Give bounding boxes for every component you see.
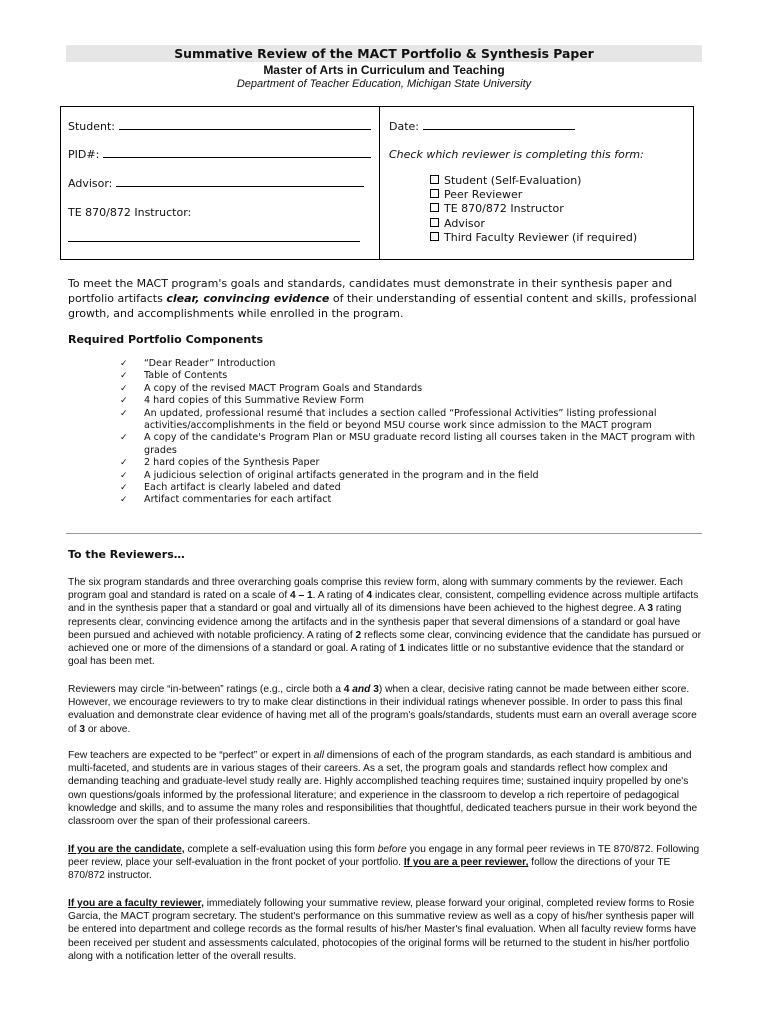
option-peer[interactable] bbox=[430, 188, 522, 201]
checkbox[interactable] bbox=[430, 218, 439, 227]
option-label: Advisor bbox=[444, 217, 485, 230]
option-instructor[interactable] bbox=[430, 202, 564, 215]
section-divider bbox=[66, 533, 702, 534]
list-item: ✓ 2 hard copies of the Synthesis Paper bbox=[120, 457, 320, 469]
intro-paragraph: To meet the MACT program's goals and standards, candidates must demonstrate in their synthesis paper and portfolio artifacts clear, convincing evidence of their understanding of essential content and skills, professional growth, and accomplishments while enrolled in the program. bbox=[68, 277, 697, 320]
instructor-field bbox=[68, 206, 191, 219]
candidate-instructions: If you are the candidate, complete a self-evaluation using this form before you engage in any formal peer reviews in TE 870/872. Following peer review, place your self-evaluation in the front pocket of your portfolio. If you are a peer reviewer, follow the directions of your TE 870/872 instructor. bbox=[68, 844, 700, 882]
list-item: ✓ “Dear Reader” Introduction bbox=[120, 358, 276, 369]
list-item: ✓ Artifact commentaries for each artifact bbox=[120, 494, 332, 506]
advisor-label: Advisor: bbox=[68, 177, 113, 190]
check-icon: ✓ bbox=[120, 408, 128, 419]
check-icon: ✓ bbox=[120, 433, 128, 444]
department-name: Department of Teacher Education, Michigan State University bbox=[236, 78, 532, 90]
components-list bbox=[120, 358, 710, 507]
option-label: TE 870/872 Instructor bbox=[444, 202, 564, 215]
check-icon: ✓ bbox=[120, 483, 128, 494]
list-item: ✓ Table of Contents bbox=[120, 370, 228, 382]
check-icon: ✓ bbox=[120, 458, 128, 469]
option-label: Third Faculty Reviewer (if required) bbox=[444, 231, 638, 244]
document-title: Summative Review of the MACT Portfolio & Synthesis Paper bbox=[66, 45, 702, 62]
instructor-line-row[interactable] bbox=[68, 232, 360, 245]
check-icon: ✓ bbox=[120, 383, 128, 394]
date-field[interactable] bbox=[389, 120, 575, 133]
check-icon: ✓ bbox=[120, 371, 128, 382]
option-third-faculty[interactable] bbox=[430, 231, 637, 244]
pid-field[interactable] bbox=[68, 148, 371, 161]
faculty-instructions: If you are a faculty reviewer, immediately following your summative review, please forward your original, completed review forms to Rosie Garcia, the MACT program secretary. The student's performance on this summative review as well as a copy of his/her synthesis paper will be entered into department and college records as the formal results of his/her Master's final evaluation. When all faculty review forms have been received per student and assessments calculated, photocopies of the original forms will be returned to the student in his/her portfolio along with a notification letter of the overall results. bbox=[68, 898, 697, 962]
student-line[interactable] bbox=[119, 128, 371, 130]
reviewers-paragraph-3: Few teachers are expected to be “perfect” or expert in all dimensions of each of the program standards, as each standard is ambitious and multi-faceted, and students are in various stages of their careers. As a set, the program goals and standards reflect how complex and demanding teaching and graduate-level study really are. Highly accomplished teaching requires time; sustained inquiry propelled by one's own questions/goals informed by the professional literature; and experience in the classroom to develop a rich repertoire of pedagogical knowledge and skills, and to assume the many roles and responsibilities that thoughtful, dedicated teachers pursue in their work beyond the classroom over the span of their professional careers. bbox=[68, 750, 698, 828]
box-divider bbox=[379, 107, 380, 259]
reviewers-paragraph-2: Reviewers may circle “in-between” ratings (e.g., circle both a 4 and 3) when a clear, decisive rating cannot be made between either score. However, we encourage reviewers to try to make clear distinctions in their individual ratings whenever possible. In order to pass this final evaluation and demonstrate clear evidence of having met all of the program's goals/standards, students must earn an overall average score of 3 or above. bbox=[68, 684, 697, 735]
instructor-line[interactable] bbox=[68, 240, 360, 242]
list-item: ✓ A judicious selection of original artifacts generated in the program and in the field bbox=[120, 469, 539, 481]
pid-line[interactable] bbox=[103, 156, 371, 158]
checkbox[interactable] bbox=[430, 232, 439, 241]
components-heading: Required Portfolio Components bbox=[68, 333, 264, 346]
reviewer-info-box bbox=[60, 106, 694, 260]
reviewers-paragraph-1: The six program standards and three overarching goals comprise this review form, along with summary comments by the reviewer. Each program goal and standard is rated on a scale of 4 – 1. A rating of 4 indicates clear, consistent, compelling evidence across multiple artifacts and in the synthesis paper that a standard or goal and virtually all of its dimensions have been achieved to the highest degree. A 3 rating represents clear, convincing evidence among the artifacts and in the synthesis paper that several dimensions of a standard or goal have been pursued and achieved with notable proficiency. A rating of 2 reflects some clear, convincing evidence that the candidate has pursued or achieved one or more of the dimensions of a standard or goal. A rating of 1 indicates little or no substantive evidence that the standard or goal has been met. bbox=[68, 577, 701, 668]
checkbox[interactable] bbox=[430, 189, 439, 198]
student-label: Student: bbox=[68, 120, 116, 133]
option-advisor[interactable] bbox=[430, 217, 485, 230]
check-icon: ✓ bbox=[120, 495, 128, 506]
option-label: Peer Reviewer bbox=[444, 188, 523, 201]
pid-label: PID#: bbox=[68, 148, 100, 161]
list-item: ✓ An updated, professional resumé that includes a section called “Professional Activities” listing professional activities/accomplishments in the field or beyond MSU course work since admission to the MACT program bbox=[120, 407, 657, 432]
student-field[interactable] bbox=[68, 120, 371, 133]
checkbox[interactable] bbox=[430, 203, 439, 212]
check-icon: ✓ bbox=[120, 470, 128, 481]
instructor-label: TE 870/872 Instructor: bbox=[68, 206, 192, 219]
check-icon: ✓ bbox=[120, 359, 128, 369]
list-item: ✓ A copy of the candidate's Program Plan or MSU graduate record listing all courses taken in the MACT program with grades bbox=[120, 432, 696, 456]
advisor-line[interactable] bbox=[116, 185, 364, 187]
date-line[interactable] bbox=[423, 128, 575, 130]
list-item: ✓ Each artifact is clearly labeled and dated bbox=[120, 482, 341, 494]
checkbox[interactable] bbox=[430, 175, 439, 184]
option-label: Student (Self-Evaluation) bbox=[444, 174, 582, 187]
reviewers-heading: To the Reviewers… bbox=[68, 548, 185, 561]
advisor-field[interactable] bbox=[68, 177, 364, 190]
check-icon: ✓ bbox=[120, 396, 128, 407]
list-item: ✓ 4 hard copies of this Summative Review Form bbox=[120, 395, 364, 407]
program-name: Master of Arts in Curriculum and Teaching bbox=[263, 63, 505, 77]
reviewer-prompt: Check which reviewer is completing this form: bbox=[389, 148, 644, 161]
list-item: ✓ A copy of the revised MACT Program Goals and Standards bbox=[120, 382, 423, 394]
date-label: Date: bbox=[389, 120, 419, 133]
option-student[interactable] bbox=[430, 174, 581, 187]
